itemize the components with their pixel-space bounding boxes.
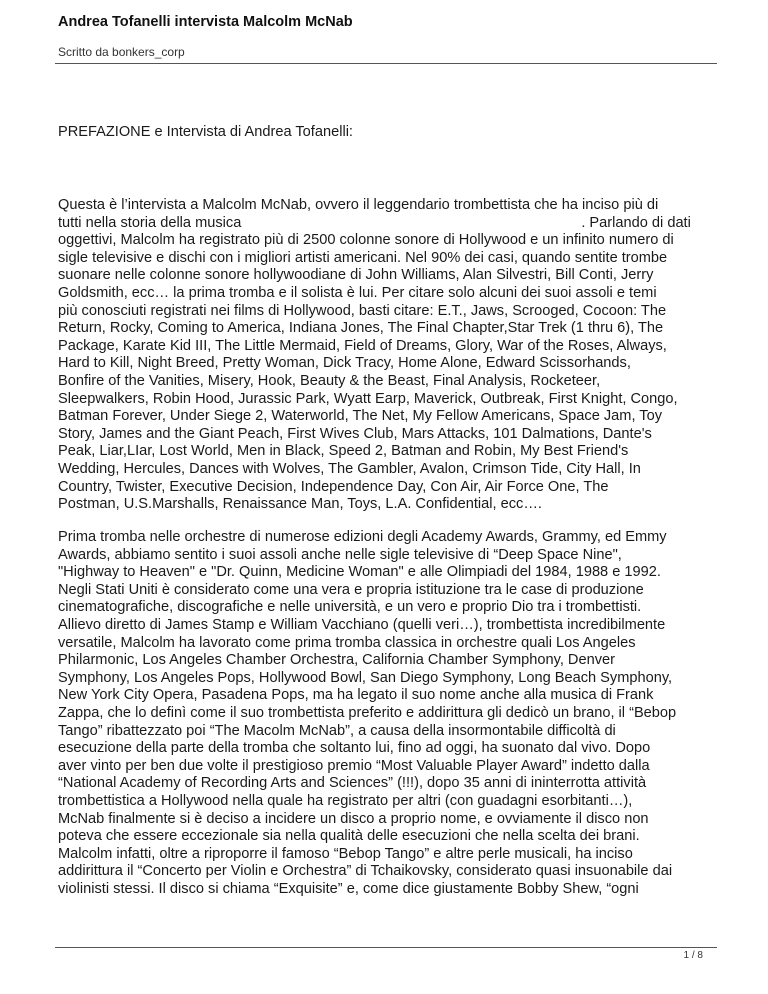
text-segment: tutti nella storia della musica xyxy=(58,214,242,231)
text-line: oggettivi, Malcolm ha registrato più di 2500 colonne sonore di Hollywood e un infinito numero di xyxy=(58,232,674,249)
text-line: Negli Stati Uniti è considerato come una vera e propria istituzione tra le case di produzione xyxy=(58,581,644,598)
text-line xyxy=(58,215,691,233)
text-line: cinematografiche, discografiche e nelle università, e un vero e proprio Dio tra i trombettisti. xyxy=(58,599,642,616)
text-line: esecuzione della parte della tromba che soltanto lui, fino ad oggi, ha suonato dal vivo. Dopo xyxy=(58,740,651,757)
text-segment: . Parlando di dati xyxy=(581,214,691,231)
text-line: più conosciuti registrati nei films di Hollywood, basti citare: E.T., Jaws, Scrooged, Cocoon: The xyxy=(58,302,667,319)
text-line: Peak, Liar,LIar, Lost World, Men in Black, Speed 2, Batman and Robin, My Best Friend's xyxy=(58,443,629,460)
text-line: Goldsmith, ecc… la prima tromba e il solista è lui. Per citare solo alcuni dei suoi assoli e temi xyxy=(58,284,657,301)
author-line: Scritto da bonkers_corp xyxy=(58,45,185,59)
text-line: Wedding, Hercules, Dances with Wolves, The Gambler, Avalon, Crimson Tide, City Hall, In xyxy=(58,460,641,477)
text-line: Country, Twister, Executive Decision, Independence Day, Con Air, Air Force One, The xyxy=(58,478,609,495)
document-title: Andrea Tofanelli intervista Malcolm McNab xyxy=(58,14,353,30)
text-line: “National Academy of Recording Arts and Sciences” (!!!), dopo 35 anni di ininterrotta attività xyxy=(58,775,647,792)
text-line: Batman Forever, Under Siege 2, Waterworld, The Net, My Fellow Americans, Space Jam, Toy xyxy=(58,408,662,425)
text-line: aver vinto per ben due volte il prestigioso premio “Most Valuable Player Award” indetto dalla xyxy=(58,757,650,774)
text-line: Hard to Kill, Night Breed, Pretty Woman, Dick Tracy, Home Alone, Edward Scissorhands, xyxy=(58,355,631,372)
text-line: Awards, abbiamo sentito i suoi assoli anche nelle sigle televisive di “Deep Space Nine", xyxy=(58,546,622,563)
text-line: violinisti stessi. Il disco si chiama “Exquisite” e, come dice giustamente Bobby Shew, “ogni xyxy=(58,880,639,897)
paragraph-1 xyxy=(58,197,691,514)
text-line: Zappa, che lo definì come il suo trombettista preferito e addirittura gli dedicò un brano, il “Bebop xyxy=(58,704,677,721)
text-line: McNab finalmente si è deciso a incidere un disco a proprio nome, e ovviamente il disco non xyxy=(58,810,649,827)
text-line: Postman, U.S.Marshalls, Renaissance Man, Toys, L.A. Confidential, ecc…. xyxy=(58,496,542,513)
text-line: Malcolm infatti, oltre a riproporre il famoso “Bebop Tango” e altre perle musicali, ha inciso xyxy=(58,845,633,862)
text-line: trombettistica a Hollywood nella quale ha registrato per altri (con guadagni esorbitanti…), xyxy=(58,792,633,809)
text-line: "Highway to Heaven" e "Dr. Quinn, Medicine Woman" e alle Olimpiadi del 1984, 1988 e 1992. xyxy=(58,564,661,581)
text-line: Return, Rocky, Coming to America, Indiana Jones, The Final Chapter,Star Trek (1 thru 6), The xyxy=(58,320,664,337)
text-line: Package, Karate Kid III, The Little Mermaid, Field of Dreams, Glory, War of the Roses, Always, xyxy=(58,337,667,354)
header-divider xyxy=(55,63,717,64)
text-line: suonare nelle colonne sonore hollywoodiane di John Williams, Alan Silvestri, Bill Conti, Jerry xyxy=(58,267,654,284)
text-line: Questa è l’intervista a Malcolm McNab, ovvero il leggendario trombettista che ha inciso più di xyxy=(58,197,659,213)
text-line: sigle televisive e dischi con i migliori artisti americani. Nel 90% dei casi, quando sentite trombe xyxy=(58,249,668,266)
text-line: addirittura il “Concerto per Violin e Orchestra” di Tchaikovsky, considerato quasi insuonabile dai xyxy=(58,863,673,880)
paragraph-2 xyxy=(58,529,676,898)
text-line: Story, James and the Giant Peach, First Wives Club, Mars Attacks, 101 Dalmations, Dante's xyxy=(58,425,652,442)
text-line: Prima tromba nelle orchestre di numerose edizioni degli Academy Awards, Grammy, ed Emmy xyxy=(58,529,667,545)
text-line: New York City Opera, Pasadena Pops, ma ha legato il suo nome anche alla musica di Frank xyxy=(58,687,654,704)
text-line: versatile, Malcolm ha lavorato come prima tromba classica in orchestre quali Los Angeles xyxy=(58,634,636,651)
text-line: Allievo diretto di James Stamp e William Vacchiano (quelli veri…), trombettista incredibilmente xyxy=(58,616,666,633)
section-heading: PREFAZIONE e Intervista di Andrea Tofanelli: xyxy=(58,124,353,140)
text-line: Tango” ribattezzato poi “The Macolm McNab”, a causa della insormontabile difficoltà di xyxy=(58,722,616,739)
text-line: Sleepwalkers, Robin Hood, Jurassic Park, Wyatt Earp, Maverick, Outbreak, First Knight, Congo, xyxy=(58,390,678,407)
text-line: poteva che essere eccezionale sia nella qualità delle esecuzioni che nella scelta dei brani. xyxy=(58,828,640,845)
text-line: Symphony, Los Angeles Pops, Hollywood Bowl, San Diego Symphony, Long Beach Symphony, xyxy=(58,669,673,686)
footer-divider xyxy=(55,947,717,948)
page-number: 1 / 8 xyxy=(683,950,703,961)
text-line: Bonfire of the Vanities, Misery, Hook, Beauty & the Beast, Final Analysis, Rocketeer, xyxy=(58,372,601,389)
text-line: Philarmonic, Los Angeles Chamber Orchestra, California Chamber Symphony, Denver xyxy=(58,652,615,669)
